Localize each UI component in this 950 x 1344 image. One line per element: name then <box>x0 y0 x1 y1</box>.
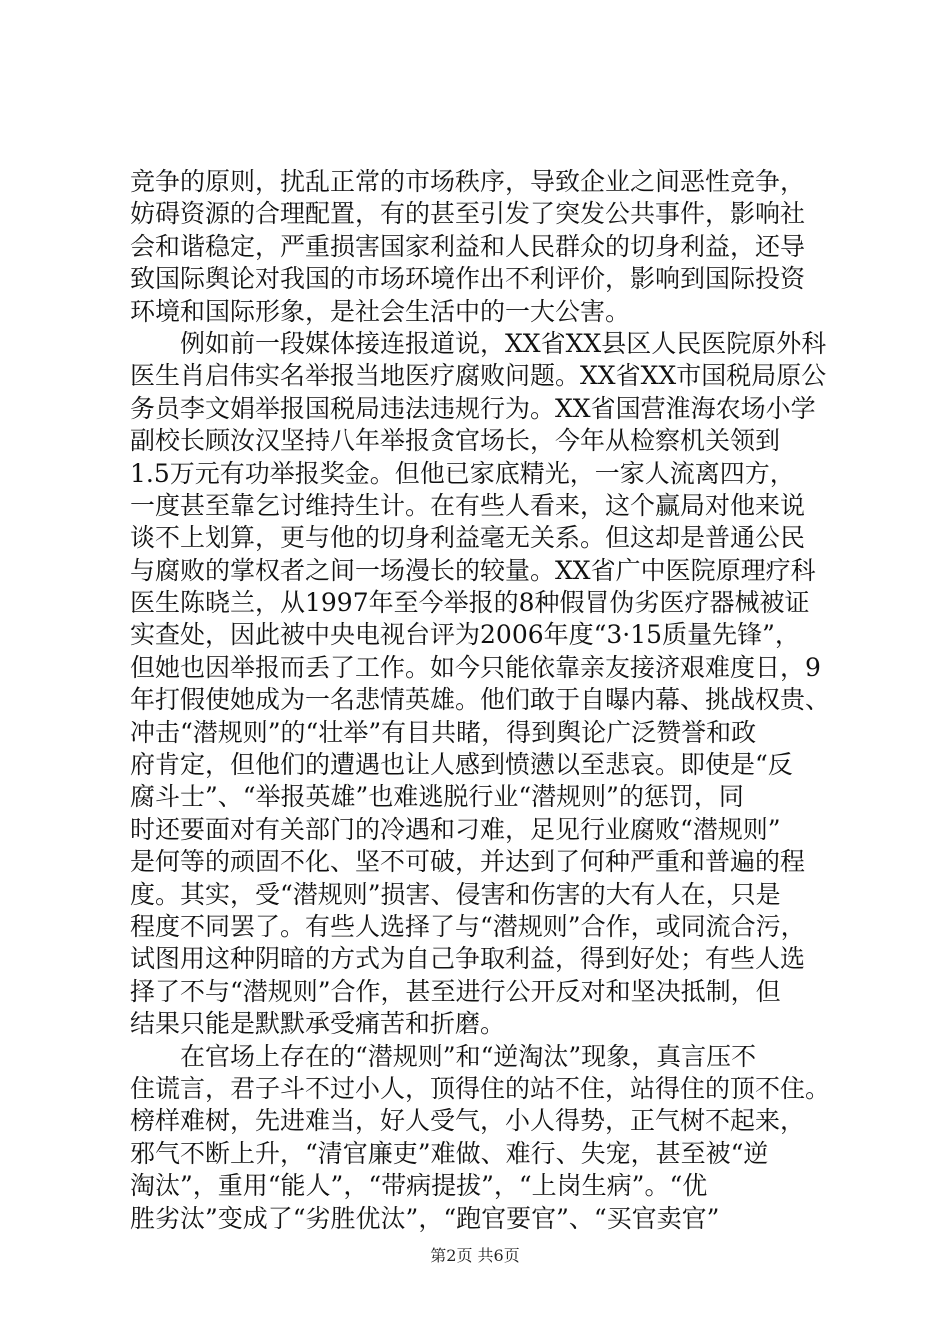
text-line: 择了不与“潜规则”合作，甚至进行公开反对和坚决抵制，但 <box>130 976 781 1006</box>
text-line: 结果只能是默默承受痛苦和折磨。 <box>130 1009 506 1039</box>
text-line: 例如前一段媒体接连报道说，XX省XX县区人民医院原外科 <box>130 328 827 358</box>
text-line: 医生肖启伟实名举报当地医疗腐败问题。XX省XX市国税局原公 <box>130 361 827 391</box>
text-line: 邪气不断上升，“清官廉吏”难做、难行、失宠，甚至被“逆 <box>130 1138 769 1168</box>
text-line: 是何等的顽固不化、坚不可破，并达到了何种严重和普遍的程 <box>130 847 806 877</box>
text-line: 务员李文娟举报国税局违法违规行为。XX省国营淮海农场小学 <box>130 393 816 423</box>
text-line: 时还要面对有关部门的冷遇和刁难，足见行业腐败“潜规则” <box>130 814 781 844</box>
text-line: 住谎言，君子斗不过小人，顶得住的站不住，站得住的顶不住。 <box>130 1073 831 1103</box>
text-line: 府肯定，但他们的遭遇也让人感到愤懑以至悲哀。即使是“反 <box>130 750 793 780</box>
text-line: 竞争的原则，扰乱正常的市场秩序，导致企业之间恶性竞争， <box>130 167 806 196</box>
text-line: 榜样难树，先进难当，好人受气，小人得势，正气树不起来， <box>130 1106 806 1136</box>
text-line: 但她也因举报而丢了工作。如今只能依靠亲友接济艰难度日，9 <box>130 652 821 682</box>
text-line: 与腐败的掌权者之间一场漫长的较量。XX省广中医院原理疗科 <box>130 555 816 585</box>
text-line: 年打假使她成为一名悲情英雄。他们敢于自曝内幕、挑战权贵、 <box>130 685 831 715</box>
text-line: 医生陈晓兰，从1997年至今举报的8种假冒伪劣医疗器械被证 <box>130 588 810 618</box>
text-line: 1.5万元有功举报奖金。但他已家底精光，一家人流离四方， <box>130 458 795 488</box>
text-line: 试图用这种阴暗的方式为自己争取利益，得到好处；有些人选 <box>130 944 806 974</box>
text-line: 致国际舆论对我国的市场环境作出不利评价，影响到国际投资 <box>130 264 806 294</box>
text-line: 淘汰”，重用“能人”，“带病提拔”，“上岗生病”。“优 <box>130 1171 708 1201</box>
text-line: 度。其实，受“潜规则”损害、侵害和伤害的大有人在，只是 <box>130 879 781 909</box>
text-line: 谈不上划算，更与他的切身利益毫无关系。但这却是普通公民 <box>130 523 806 553</box>
body-text <box>130 166 830 1235</box>
text-line: 环境和国际形象，是社会生活中的一大公害。 <box>130 296 631 326</box>
text-line: 腐斗士”、“举报英雄”也难逃脱行业“潜规则”的惩罚，同 <box>130 782 744 812</box>
text-line: 一度甚至靠乞讨维持生计。在有些人看来，这个赢局对他来说 <box>130 490 806 520</box>
text-line: 胜劣汰”变成了“劣胜优汰”，“跑官要官”、“买官卖官” <box>130 1203 720 1233</box>
page-footer: 第2页 共6页 <box>430 1246 520 1265</box>
text-line: 实查处，因此被中央电视台评为2006年度“3·15质量先锋”， <box>130 620 800 650</box>
text-line: 会和谐稳定，严重损害国家利益和人民群众的切身利益，还导 <box>130 231 806 261</box>
text-line: 在官场上存在的“潜规则”和“逆淘汰”现象，真言压不 <box>130 1041 757 1071</box>
text-line: 程度不同罢了。有些人选择了与“潜规则”合作，或同流合污， <box>130 911 806 941</box>
text-line: 副校长顾汝汉坚持八年举报贪官场长，今年从检察机关领到 <box>130 426 781 456</box>
text-line: 妨碍资源的合理配置，有的甚至引发了突发公共事件，影响社 <box>130 199 806 229</box>
text-line: 冲击“潜规则”的“壮举”有目共睹，得到舆论广泛赞誉和政 <box>130 717 757 747</box>
